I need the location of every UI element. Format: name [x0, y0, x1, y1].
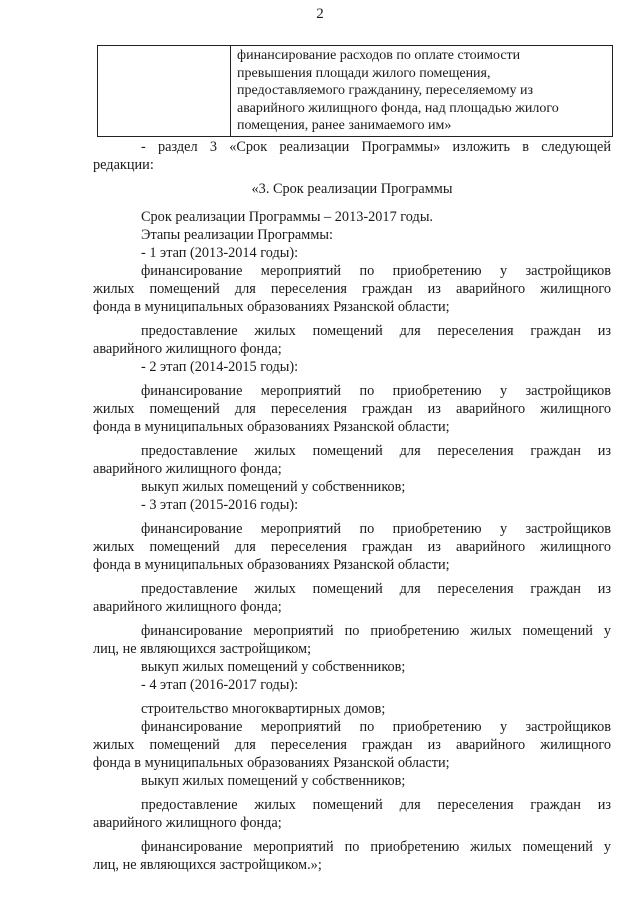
stage-item-line: финансирование мероприятий по приобретению у застройщиков [141, 521, 611, 537]
stage-item-line: лиц, не являющихся застройщиком; [93, 641, 312, 657]
stage-item-line: фонда в муниципальных образованиях Рязанской области; [93, 419, 450, 435]
stage-item-line: аварийного жилищного фонда; [93, 461, 282, 477]
stage-item [93, 442, 611, 478]
stage-item-line: жилых помещений для переселения граждан из аварийного жилищного [93, 737, 611, 753]
document-body [93, 138, 611, 874]
stage-item [93, 838, 611, 874]
stage-item-line: лиц, не являющихся застройщиком.»; [93, 857, 322, 873]
stage-item-line: финансирование мероприятий по приобретению у застройщиков [141, 719, 611, 735]
stage-item-line: жилых помещений для переселения граждан из аварийного жилищного [93, 539, 611, 555]
stage-item-line: фонда в муниципальных образованиях Рязанской области; [93, 755, 450, 771]
stage-item-line: предоставление жилых помещений для переселения граждан из [141, 323, 611, 339]
stage-heading: - 2 этап (2014-2015 годы): [141, 359, 299, 375]
stage-item-line: финансирование мероприятий по приобретению жилых помещений у [141, 623, 611, 639]
table-cell-line: превышения площади жилого помещения, [237, 65, 491, 81]
stage-item [93, 262, 611, 316]
stages-label: Этапы реализации Программы: [141, 227, 333, 243]
table-cell-line: предоставляемого гражданину, переселяемому из [237, 83, 534, 98]
stage-item: выкуп жилых помещений у собственников; [141, 659, 406, 675]
stage-item-line: аварийного жилищного фонда; [93, 599, 282, 615]
stage-item [93, 382, 611, 436]
stage-item [93, 520, 611, 574]
stage-item-line: жилых помещений для переселения граждан из аварийного жилищного [93, 281, 611, 297]
stage-item: строительство многоквартирных домов; [141, 701, 386, 717]
stage-item-line: финансирование мероприятий по приобретению жилых помещений у [141, 839, 611, 855]
page-number: 2 [316, 6, 324, 22]
stage-item [93, 796, 611, 832]
intro-paragraph [93, 138, 611, 174]
stage-item-line: фонда в муниципальных образованиях Рязанской области; [93, 299, 450, 315]
stage-item: выкуп жилых помещений у собственников; [141, 773, 406, 789]
intro-line: - раздел 3 «Срок реализации Программы» изложить в следующей [141, 139, 611, 155]
section-heading: «3. Срок реализации Программы [251, 181, 453, 197]
table-cell-line: финансирование расходов по оплате стоимости [237, 48, 521, 63]
stage-item [93, 322, 611, 358]
stage-item-line: фонда в муниципальных образованиях Рязанской области; [93, 557, 450, 573]
stage-item-line: предоставление жилых помещений для переселения граждан из [141, 443, 611, 459]
stage-item-line: предоставление жилых помещений для переселения граждан из [141, 797, 611, 813]
stage-heading: - 3 этап (2015-2016 годы): [141, 497, 299, 513]
stage-heading: - 4 этап (2016-2017 годы): [141, 677, 299, 693]
stage-item [93, 622, 611, 658]
table-cell-line: помещения, ранее занимаемого им» [237, 118, 452, 133]
stage-heading: - 1 этап (2013-2014 годы): [141, 245, 299, 261]
stage-item-line: предоставление жилых помещений для переселения граждан из [141, 581, 611, 597]
stage-item-line: жилых помещений для переселения граждан из аварийного жилищного [93, 401, 611, 417]
table-fragment [97, 45, 613, 137]
stage-item [93, 580, 611, 616]
intro-line: редакции: [93, 157, 154, 173]
table-column-divider [230, 46, 231, 136]
table-cell [237, 47, 608, 135]
stage-item [93, 718, 611, 772]
stage-item: выкуп жилых помещений у собственников; [141, 479, 406, 495]
program-term: Срок реализации Программы – 2013-2017 годы. [141, 209, 433, 225]
table-cell-line: аварийного жилищного фонда, над площадью жилого [237, 100, 559, 116]
stage-item-line: аварийного жилищного фонда; [93, 815, 282, 831]
stage-item-line: аварийного жилищного фонда; [93, 341, 282, 357]
stage-item-line: финансирование мероприятий по приобретению у застройщиков [141, 263, 611, 279]
stage-item-line: финансирование мероприятий по приобретению у застройщиков [141, 383, 611, 399]
